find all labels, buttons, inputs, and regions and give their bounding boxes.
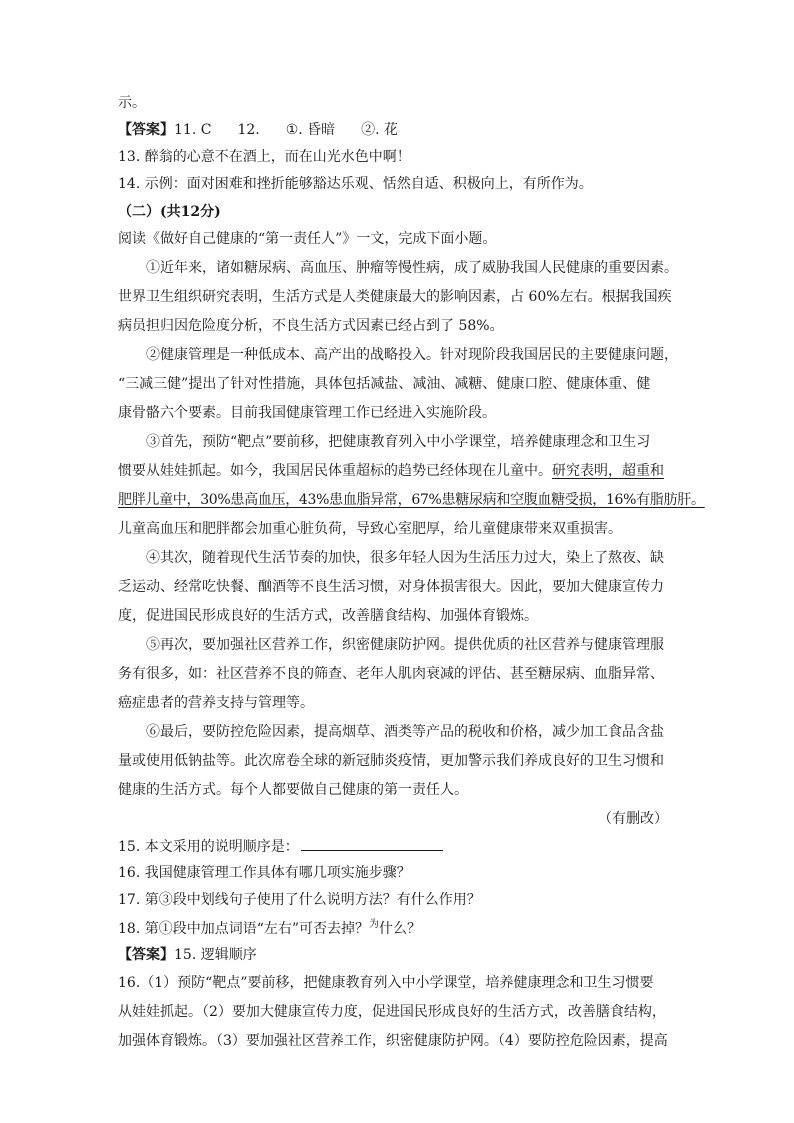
question-18-text: 18. 第①段中加点词语“左右”可否去掉？ [118,921,370,937]
answer-15 [118,945,678,967]
answer-14: 14. 示例：面对困难和挫折能够豁达乐观、恬然自适、积极向上，有所作为。 [118,176,593,192]
answer-12-label: 12. [237,122,260,138]
answer-tag: 【答案】 [118,122,174,138]
paragraph-2-line: 康骨骼六个要素。目前我国健康管理工作已经进入实施阶段。 [118,405,496,421]
paragraph-5-line: 务有很多，如：社区营养不良的筛查、老年人肌肉衰减的评估、甚至糖尿病、血脂异常、 [118,666,664,682]
paragraph-4-line: ④其次，随着现代生活节奏的加快，很多年轻人因为生活压力过大，染上了熬夜、缺 [146,550,664,566]
question-17: 17. 第③段中划线句子使用了什么说明方法？有什么作用？ [118,892,481,908]
paragraph-3-line: 儿童高血压和肥胖都会加重心脏负荷，导致心室肥厚，给儿童健康带来双重损害。 [118,521,622,537]
paragraph-1-line: 世界卫生组织研究表明，生活方式是人类健康最大的影响因素，占 60%左右。根据我国疾 [118,289,672,305]
answer-12-part2: ②. 花 [361,122,399,138]
underlined-sentence: 研究表明，超重和 [552,463,664,479]
question-16: 16. 我国健康管理工作具体有哪几项实施步骤？ [118,865,411,881]
paragraph-3-text: 惯要从娃娃抓起。如今，我国居民体重超标的趋势已经体现在儿童中。 [118,463,552,479]
question-15 [118,836,678,858]
answer-16-line: 从娃娃抓起。（2）要加大健康宣传力度，促进国民形成良好的生活方式，改善膳食结构， [118,1004,666,1020]
paragraph-2-line: ②健康管理是一种低成本、高产出的战略投入。针对现阶段我国居民的主要健康问题， [146,347,678,363]
answer-12-part1: ①. 昏暗 [285,122,336,138]
answer-16-line: 加强体育锻炼。（3）要加强社区营养工作，织密健康防护网。（4）要防控危险因素，提高 [118,1033,668,1049]
underlined-sentence: 肥胖儿童中，30%患高血压，43%患血脂异常，67%患糖尿病和空腹血糖受损，16%有脂肪肝。 [118,492,705,508]
paragraph-1-line: 病员担归因危险度分析，不良生活方式因素已经占到了 58%。 [118,318,504,334]
question-15-text: 15. 本文采用的说明顺序是： [118,839,299,855]
answer-blank[interactable] [301,836,443,851]
text-line: 示。 [118,95,146,111]
paragraph-5-line: 癌症患者的营养支持与管理等。 [118,695,314,711]
paragraph-2-line: “三减三健”提出了针对性措施，具体包括减盐、减油、减糖、健康口腔、健康体重、健 [118,376,651,392]
paragraph-6-line: ⑥最后，要防控危险因素，提高烟草、酒类等产品的税收和价格，减少加工食品含盐 [146,724,664,740]
answer-11: 11. C [174,122,212,138]
edit-note: （有删改） [598,811,668,827]
reading-intro: 阅读《做好自己健康的“第一责任人”》一文，完成下面小题。 [118,231,497,247]
answer-15-text: 15. 逻辑顺序 [174,947,257,963]
paragraph-3-line [118,461,678,483]
paragraph-5-line: ⑤再次，要加强社区营养工作，织密健康防护网。提供优质的社区营养与健康管理服 [146,637,664,653]
paragraph-6-line: 健康的生活方式。每个人都要做自己健康的第一责任人。 [118,782,468,798]
paragraph-3-line: ③首先，预防“靶点”要前移，把健康教育列入中小学课堂，培养健康理念和卫生习 [146,434,651,450]
paragraph-1-line: ①近年来，诸如糖尿病、高血压、肿瘤等慢性病，成了威胁我国人民健康的重要因素。 [146,260,678,276]
paragraph-4-line: 度，促进国民形成良好的生活方式，改善膳食结构、加强体育锻炼。 [118,608,538,624]
section-heading: （二）(共12分) [118,204,221,220]
answer-16-line: 16.（1）预防“靶点”要前移，把健康教育列入中小学课堂，培养健康理念和卫生习惯要 [118,975,654,991]
superscript-char: 为 [369,919,380,930]
paragraph-4-line: 乏运动、经常吃快餐、酗酒等不良生活习惯，对身体损害很大。因此，要加大健康宣传力 [118,579,664,595]
answer-line-11-12 [118,120,678,142]
question-18-tail: 什么？ [379,921,422,937]
answer-tag: 【答案】 [118,947,174,963]
paragraph-6-line: 量或使用低钠盐等。此次席卷全球的新冠肺炎疫情，更加警示我们养成良好的卫生习惯和 [118,753,664,769]
question-18 [118,919,678,941]
answer-13: 13. 醉翁的心意不在酒上，而在山光水色中啊！ [118,149,411,165]
